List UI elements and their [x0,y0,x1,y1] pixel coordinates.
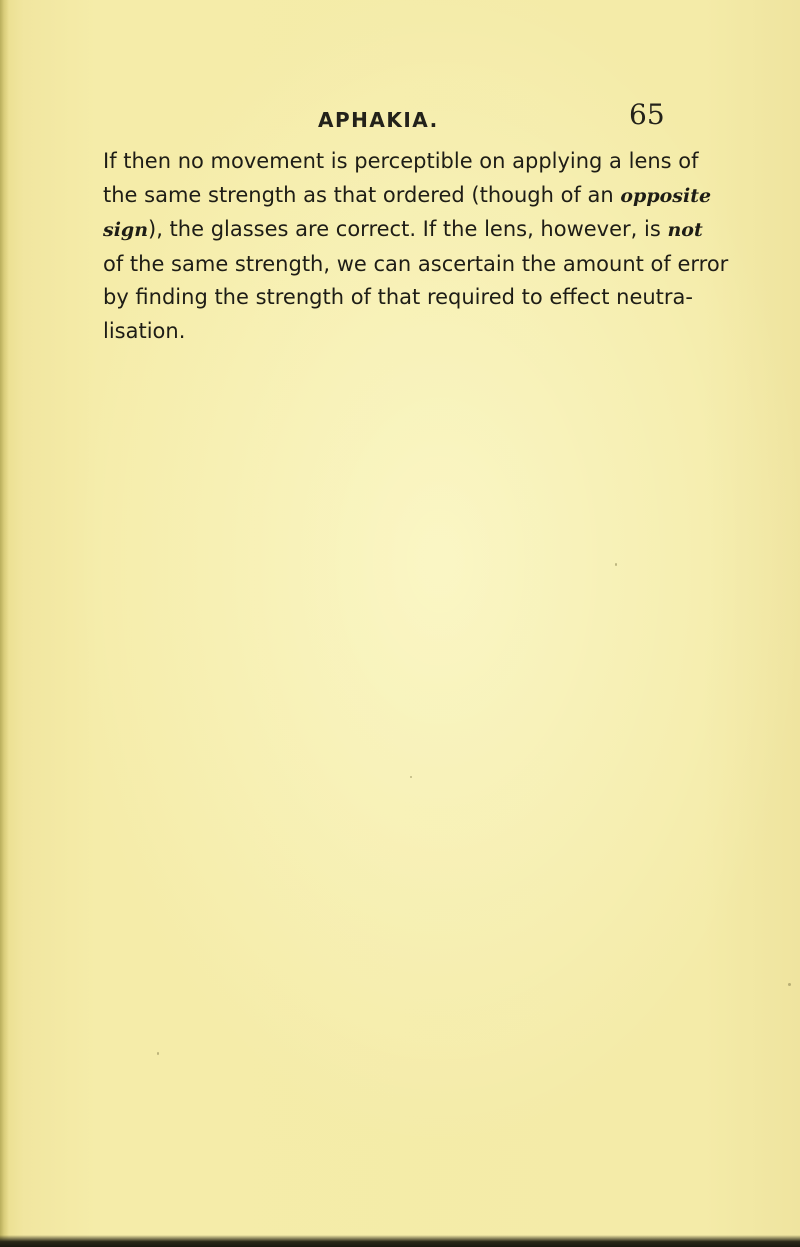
emphasis-text: opposite [620,184,712,207]
text-line: by finding the strength of that required to effect neutra- [103,285,693,309]
text-line: lisation. [103,318,186,343]
paper-speck [615,563,617,566]
page-bottom-edge [0,1235,800,1247]
chapter-title: APHAKIA. [318,108,439,132]
paper-speck [410,776,412,778]
text-line: of the same strength, we can ascertain the amount of error [103,251,729,276]
text-line: sign), the glasses are correct. If the lens, however, is not [103,217,703,241]
paper-speck [157,1052,159,1055]
emphasis-text: sign [103,219,149,241]
body-paragraph [103,145,729,348]
text-line: the same strength as that ordered (though of an opposite [103,182,712,207]
page-number: 65 [629,98,665,131]
paper-speck [788,983,791,986]
text-line: If then no movement is perceptible on applying a lens of [103,149,699,173]
running-head [0,98,800,140]
page-binding-edge [0,0,9,1247]
emphasis-text: not [667,219,703,241]
